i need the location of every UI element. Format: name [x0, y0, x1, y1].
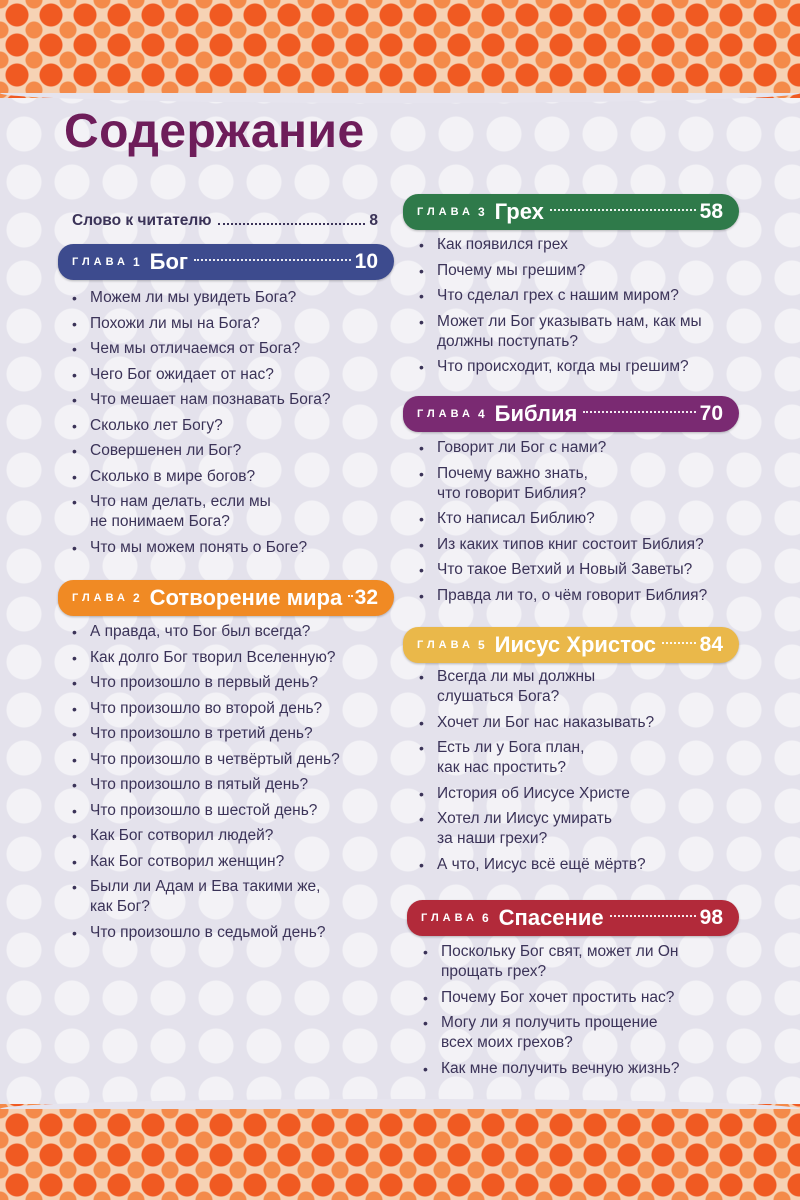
- toc-item[interactable]: • Есть ли у Бога план, как нас простить?: [415, 738, 745, 778]
- decorative-dot-band-bottom: [0, 1104, 800, 1200]
- toc-item[interactable]: • Что произошло во второй день?: [68, 699, 398, 719]
- chapter-page: 70: [699, 402, 723, 425]
- toc-item[interactable]: • Как Бог сотворил людей?: [68, 826, 398, 846]
- chapter-page: 84: [699, 633, 723, 656]
- toc-item[interactable]: • А что, Иисус всё ещё мёртв?: [415, 855, 745, 875]
- chapter-title: Сотворение мира: [149, 585, 343, 610]
- toc-item[interactable]: • Можем ли мы увидеть Бога?: [68, 288, 388, 308]
- toc-item[interactable]: • Хочет ли Бог нас наказывать?: [415, 713, 745, 733]
- toc-item[interactable]: • Говорит ли Бог с нами?: [415, 438, 745, 458]
- leader-dots: [218, 223, 366, 225]
- chapter-number: 3: [477, 205, 485, 219]
- toc-item[interactable]: • Что произошло в третий день?: [68, 724, 398, 744]
- toc-item[interactable]: • Почему важно знать, что говорит Библия?: [415, 464, 745, 504]
- toc-item[interactable]: • Что мешает нам познавать Бога?: [68, 390, 388, 410]
- toc-item[interactable]: • Что происходит, когда мы грешим?: [415, 357, 745, 377]
- chapter-items-5: [415, 667, 745, 880]
- toc-item[interactable]: • Как долго Бог творил Вселенную?: [68, 648, 398, 668]
- toc-item[interactable]: • История об Иисусе Христе: [415, 784, 745, 804]
- toc-item[interactable]: • Почему Бог хочет простить нас?: [419, 988, 749, 1008]
- chapter-header-5[interactable]: [403, 627, 739, 663]
- chapter-label: ГЛАВА: [72, 256, 129, 268]
- toc-item[interactable]: • А правда, что Бог был всегда?: [68, 622, 398, 642]
- chapter-page: 10: [354, 250, 378, 273]
- toc-item[interactable]: • Что такое Ветхий и Новый Заветы?: [415, 560, 745, 580]
- chapter-items-4: [415, 438, 745, 611]
- chapter-number: 2: [132, 591, 140, 605]
- chapter-header-2[interactable]: [58, 580, 394, 616]
- chapter-title: Грех: [494, 199, 544, 224]
- toc-item[interactable]: • Всегда ли мы должны слушаться Бога?: [415, 667, 745, 707]
- chapter-label: ГЛАВА: [421, 912, 478, 924]
- chapter-items-3: [415, 235, 745, 383]
- leader-dots: [550, 209, 696, 211]
- toc-item[interactable]: • Правда ли то, о чём говорит Библия?: [415, 586, 745, 606]
- chapter-label: ГЛАВА: [417, 639, 474, 651]
- chapter-label: ГЛАВА: [417, 206, 474, 218]
- toc-item[interactable]: • Что произошло в седьмой день?: [68, 923, 398, 943]
- toc-item[interactable]: • Как появился грех: [415, 235, 745, 255]
- toc-item[interactable]: • Были ли Адам и Ева такими же, как Бог?: [68, 877, 398, 917]
- chapter-title: Библия: [494, 401, 578, 426]
- toc-item[interactable]: • Что произошло в первый день?: [68, 673, 398, 693]
- intro-entry[interactable]: [72, 212, 378, 230]
- chapter-items-2: [68, 622, 398, 948]
- decorative-dot-band-top: [0, 0, 800, 98]
- chapter-header-3[interactable]: [403, 194, 739, 230]
- intro-page: 8: [369, 212, 378, 229]
- leader-dots: [610, 915, 696, 917]
- chapter-page: 32: [354, 586, 378, 609]
- toc-item[interactable]: • Из каких типов книг состоит Библия?: [415, 535, 745, 555]
- chapter-title: Иисус Христос: [494, 632, 657, 657]
- toc-item[interactable]: • Что мы можем понять о Боге?: [68, 538, 388, 558]
- toc-item[interactable]: • Поскольку Бог свят, может ли Он прощать грех?: [419, 942, 749, 982]
- chapter-number: 5: [477, 638, 485, 652]
- toc-item[interactable]: • Почему мы грешим?: [415, 261, 745, 281]
- toc-item[interactable]: • Сколько лет Богу?: [68, 416, 388, 436]
- chapter-header-4[interactable]: [403, 396, 739, 432]
- toc-item[interactable]: • Сколько в мире богов?: [68, 467, 388, 487]
- toc-item[interactable]: • Что произошло в шестой день?: [68, 801, 398, 821]
- toc-item[interactable]: • Совершенен ли Бог?: [68, 441, 388, 461]
- chapter-number: 4: [477, 407, 485, 421]
- chapter-header-6[interactable]: [407, 900, 739, 936]
- leader-dots: [662, 642, 696, 644]
- chapter-number: 1: [132, 255, 140, 269]
- chapter-page: 98: [699, 906, 723, 929]
- chapter-items-1: [68, 288, 388, 563]
- toc-item[interactable]: • Похожи ли мы на Бога?: [68, 314, 388, 334]
- toc-item[interactable]: • Хотел ли Иисус умирать за наши грехи?: [415, 809, 745, 849]
- leader-dots: [583, 411, 695, 413]
- chapter-header-1[interactable]: [58, 244, 394, 280]
- chapter-title: Бог: [149, 249, 189, 274]
- chapter-label: ГЛАВА: [417, 408, 474, 420]
- toc-item[interactable]: • Что произошло в пятый день?: [68, 775, 398, 795]
- toc-item[interactable]: • Что нам делать, если мы не понимаем Бога?: [68, 492, 388, 532]
- toc-item[interactable]: • Чем мы отличаемся от Бога?: [68, 339, 388, 359]
- toc-item[interactable]: • Могу ли я получить прощение всех моих грехов?: [419, 1013, 749, 1053]
- toc-item[interactable]: • Как Бог сотворил женщин?: [68, 852, 398, 872]
- chapter-number: 6: [481, 911, 489, 925]
- toc-item[interactable]: • Что сделал грех с нашим миром?: [415, 286, 745, 306]
- chapter-title: Спасение: [498, 905, 604, 930]
- toc-item[interactable]: • Как мне получить вечную жизнь?: [419, 1059, 749, 1079]
- toc-item[interactable]: • Что произошло в четвёртый день?: [68, 750, 398, 770]
- chapter-page: 58: [699, 200, 723, 223]
- leader-dots: [348, 595, 350, 597]
- page-title: Содержание: [64, 105, 365, 158]
- chapter-label: ГЛАВА: [72, 592, 129, 604]
- chapter-items-6: [419, 942, 749, 1084]
- toc-item[interactable]: • Чего Бог ожидает от нас?: [68, 365, 388, 385]
- toc-item[interactable]: • Может ли Бог указывать нам, как мы должны поступать?: [415, 312, 745, 352]
- toc-item[interactable]: • Кто написал Библию?: [415, 509, 745, 529]
- leader-dots: [194, 259, 351, 261]
- intro-label: Слово к читателю: [72, 212, 212, 229]
